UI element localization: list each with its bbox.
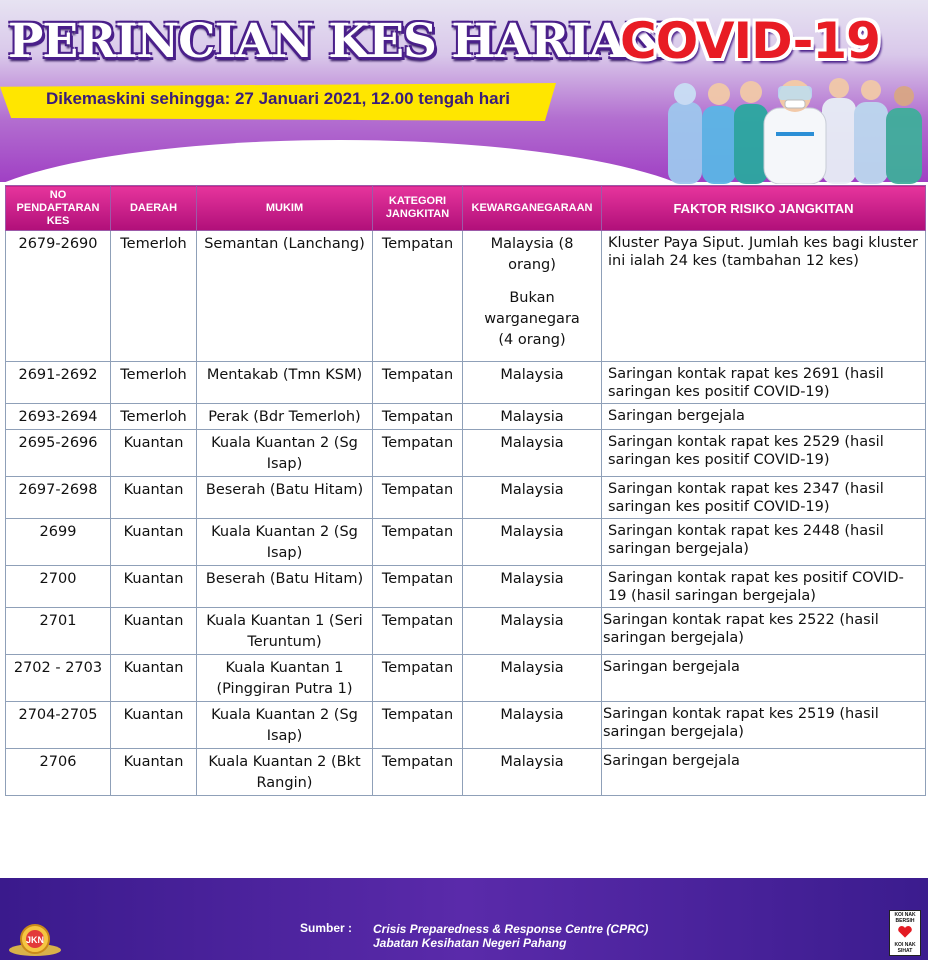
cell-warga: Malaysia: [463, 702, 602, 749]
col-header-daerah: DAERAH: [111, 186, 197, 231]
table-header-row: [6, 186, 926, 231]
cell-no: 2693-2694: [6, 404, 111, 430]
cell-faktor: Saringan bergejala: [602, 404, 926, 430]
cell-warga: Malaysia: [463, 566, 602, 608]
warga-bukan: Bukan warganegara (4 orang): [484, 290, 580, 348]
cell-no: 2701: [6, 608, 111, 655]
cell-daerah: Kuantan: [111, 566, 197, 608]
cell-mukim: Perak (Bdr Temerloh): [197, 404, 373, 430]
cell-mukim: Kuala Kuantan 2 (Sg Isap): [197, 519, 373, 566]
table-row: [6, 702, 926, 749]
cell-faktor: Saringan kontak rapat kes 2519 (hasil saringan bergejala): [602, 702, 926, 749]
table-row: [6, 749, 926, 796]
cell-kategori: Tempatan: [373, 477, 463, 519]
header-curve: [0, 140, 720, 182]
col-header-mukim: MUKIM: [197, 186, 373, 231]
cell-mukim: Mentakab (Tmn KSM): [197, 362, 373, 404]
cell-mukim: Beserah (Batu Hitam): [197, 566, 373, 608]
source-line-1: Crisis Preparedness & Response Centre (CPRC): [373, 922, 649, 936]
logo-right-top-text: KOI NAK BERSIH: [894, 912, 916, 924]
cell-kategori: Tempatan: [373, 430, 463, 477]
cell-kategori: Tempatan: [373, 231, 463, 362]
cell-no: 2695-2696: [6, 430, 111, 477]
cell-warga: [463, 231, 602, 362]
cell-mukim: Kuala Kuantan 2 (Sg Isap): [197, 430, 373, 477]
heart-icon: [897, 925, 913, 939]
cell-faktor: Saringan kontak rapat kes 2522 (hasil saringan bergejala): [602, 608, 926, 655]
jkn-logo-text: JKN: [25, 935, 45, 945]
cell-faktor: Saringan kontak rapat kes 2529 (hasil saringan kes positif COVID-19): [602, 430, 926, 477]
cell-no: 2704-2705: [6, 702, 111, 749]
cell-daerah: Kuantan: [111, 749, 197, 796]
case-table: [5, 185, 926, 796]
table-row: [6, 477, 926, 519]
source-label: Sumber :: [300, 921, 353, 935]
col-header-kewarganegaraan: KEWARGANEGARAAN: [463, 186, 602, 231]
case-table-container: [5, 185, 925, 796]
cell-kategori: Tempatan: [373, 362, 463, 404]
cell-warga: Malaysia: [463, 404, 602, 430]
update-text: Dikemaskini sehingga: 27 Januari 2021, 12.00 tengah hari: [46, 89, 510, 108]
cell-no: 2700: [6, 566, 111, 608]
cell-mukim: Kuala Kuantan 1 (Pinggiran Putra 1): [197, 655, 373, 702]
warga-malaysia: Malaysia (8 orang): [490, 236, 574, 273]
table-row: [6, 430, 926, 477]
koi-nak-sihat-logo: [889, 910, 921, 956]
cell-daerah: Kuantan: [111, 608, 197, 655]
cell-mukim: Kuala Kuantan 1 (Seri Teruntum): [197, 608, 373, 655]
cell-faktor: Saringan kontak rapat kes positif COVID-19 (hasil saringan bergejala): [602, 566, 926, 608]
cell-mukim: Semantan (Lanchang): [197, 231, 373, 362]
col-header-no: NO PENDAFTARAN KES: [6, 186, 111, 231]
table-row: [6, 566, 926, 608]
table-row: [6, 231, 926, 362]
cell-faktor: Saringan kontak rapat kes 2691 (hasil saringan kes positif COVID-19): [602, 362, 926, 404]
cell-warga: Malaysia: [463, 655, 602, 702]
table-row: [6, 519, 926, 566]
healthcare-workers-illustration: [664, 72, 924, 184]
cell-daerah: Temerloh: [111, 231, 197, 362]
cell-no: 2702 - 2703: [6, 655, 111, 702]
col-header-faktor: FAKTOR RISIKO JANGKITAN: [602, 186, 926, 231]
cell-kategori: Tempatan: [373, 404, 463, 430]
cell-mukim: Kuala Kuantan 2 (Sg Isap): [197, 702, 373, 749]
cell-faktor: Saringan kontak rapat kes 2347 (hasil saringan kes positif COVID-19): [602, 477, 926, 519]
cell-no: 2706: [6, 749, 111, 796]
cell-daerah: Kuantan: [111, 477, 197, 519]
col-header-kategori: KATEGORI JANGKITAN: [373, 186, 463, 231]
cell-warga: Malaysia: [463, 362, 602, 404]
cell-faktor: Kluster Paya Siput. Jumlah kes bagi kluster ini ialah 24 kes (tambahan 12 kes): [602, 231, 926, 362]
cell-daerah: Kuantan: [111, 702, 197, 749]
cell-daerah: Kuantan: [111, 519, 197, 566]
footer-bar: [0, 878, 928, 960]
cell-daerah: Kuantan: [111, 655, 197, 702]
cell-warga: Malaysia: [463, 519, 602, 566]
cell-no: 2691-2692: [6, 362, 111, 404]
table-row: [6, 404, 926, 430]
cell-warga: Malaysia: [463, 608, 602, 655]
cell-daerah: Kuantan: [111, 430, 197, 477]
jkn-logo-icon: [6, 922, 64, 958]
cell-no: 2697-2698: [6, 477, 111, 519]
cell-warga: Malaysia: [463, 477, 602, 519]
cell-kategori: Tempatan: [373, 608, 463, 655]
cell-faktor: Saringan bergejala: [602, 655, 926, 702]
cell-daerah: Temerloh: [111, 404, 197, 430]
source-line-2: Jabatan Kesihatan Negeri Pahang: [373, 936, 567, 950]
cell-warga: Malaysia: [463, 749, 602, 796]
cell-kategori: Tempatan: [373, 519, 463, 566]
covid-title: COVID-19: [620, 12, 880, 70]
cell-mukim: Kuala Kuantan 2 (Bkt Rangin): [197, 749, 373, 796]
cell-kategori: Tempatan: [373, 749, 463, 796]
cell-kategori: Tempatan: [373, 566, 463, 608]
cell-warga: Malaysia: [463, 430, 602, 477]
table-row: [6, 608, 926, 655]
table-row: [6, 655, 926, 702]
cell-no: 2699: [6, 519, 111, 566]
page-title: PERINCIAN KES HARIAN: [8, 14, 667, 69]
cell-kategori: Tempatan: [373, 655, 463, 702]
cell-no: 2679-2690: [6, 231, 111, 362]
cell-faktor: Saringan bergejala: [602, 749, 926, 796]
cell-daerah: Temerloh: [111, 362, 197, 404]
table-row: [6, 362, 926, 404]
cell-faktor: Saringan kontak rapat kes 2448 (hasil saringan bergejala): [602, 519, 926, 566]
logo-right-bottom-text: KOI NAK SIHAT: [894, 942, 916, 954]
cell-kategori: Tempatan: [373, 702, 463, 749]
cell-mukim: Beserah (Batu Hitam): [197, 477, 373, 519]
